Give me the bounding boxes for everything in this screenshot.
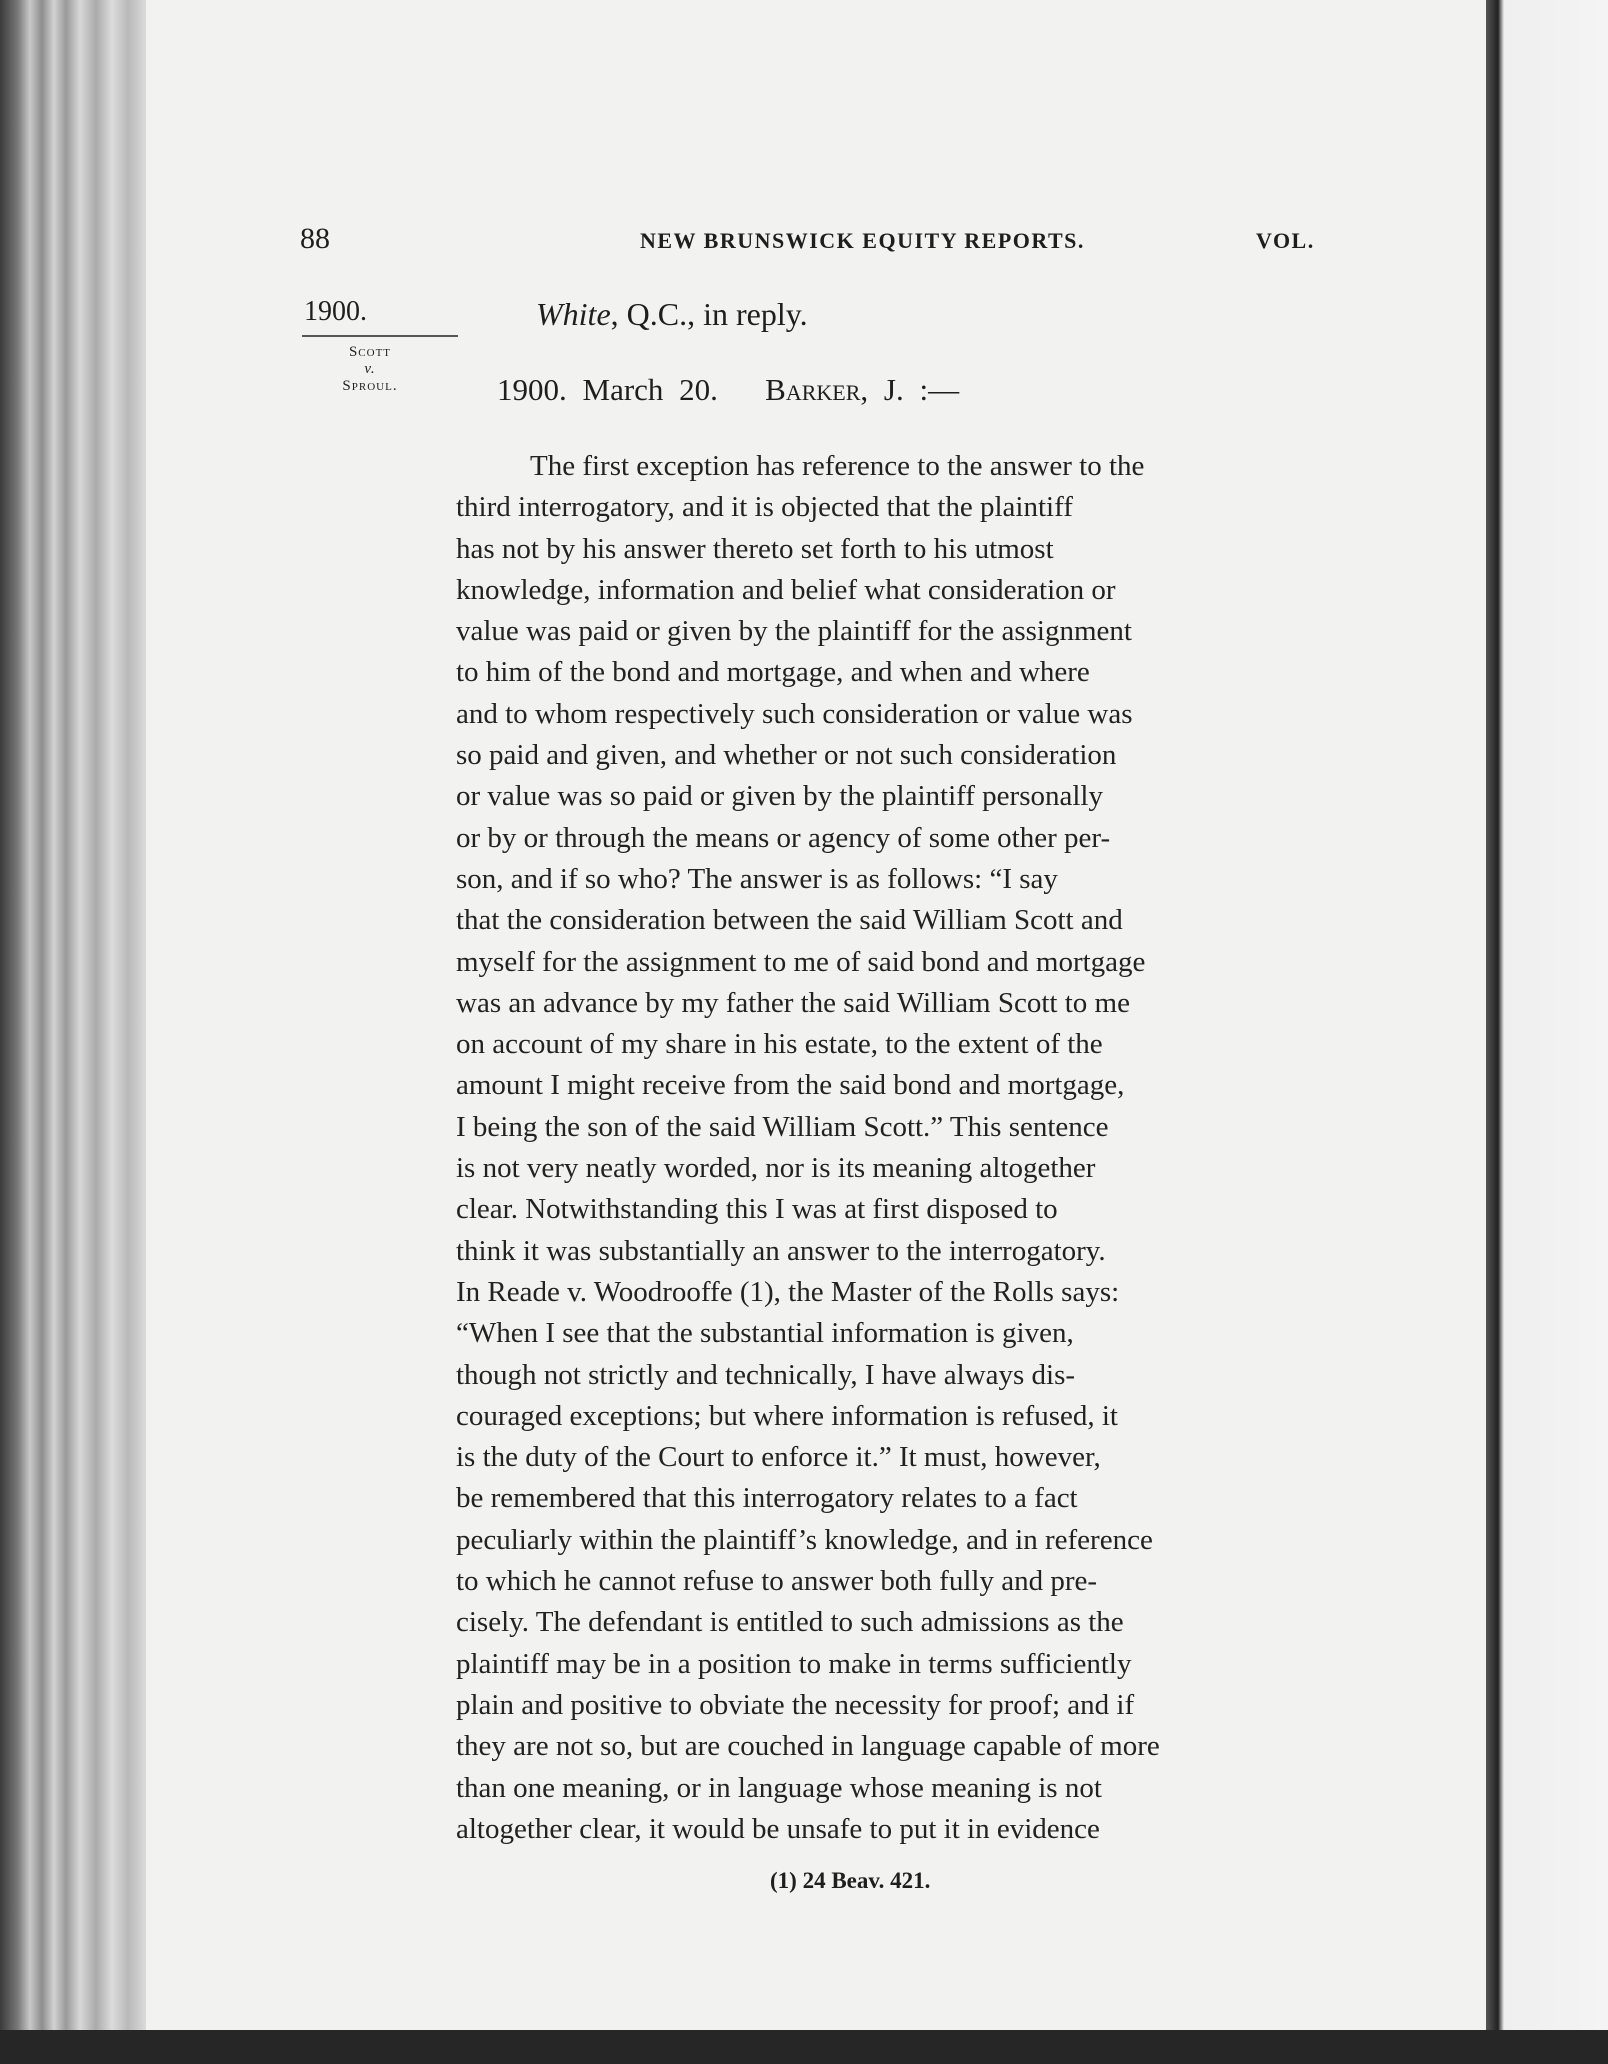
body-line: they are not so, but are couched in language capable of more [456, 1730, 1160, 1763]
margin-case-line: Sproul. [342, 378, 398, 394]
body-line: son, and if so who? The answer is as follows: “I say [456, 862, 1058, 895]
facing-page-edge [1486, 0, 1608, 2064]
book-spine-edge [0, 0, 150, 2064]
body-line: myself for the assignment to me of said bond and mortgage [456, 945, 1146, 978]
footnote: (1) 24 Beav. 421. [770, 1868, 931, 1893]
margin-case-line: v. [364, 361, 376, 377]
margin-case-name [300, 344, 440, 395]
body-line: is not very neatly worded, nor is its meaning altogether [456, 1152, 1096, 1185]
margin-case-line: Scott [348, 344, 392, 360]
margin-year: 1900. [304, 296, 367, 327]
body-line: or value was so paid or given by the plaintiff personally [456, 780, 1103, 813]
scan-border [0, 2030, 1608, 2064]
body-line: to which he cannot refuse to answer both fully and pre- [456, 1565, 1098, 1598]
page-number: 88 [300, 222, 330, 255]
body-line: and to whom respectively such consideration or value was [456, 697, 1133, 730]
margin-divider [302, 335, 458, 337]
body-line: “When I see that the substantial information is given, [456, 1317, 1074, 1350]
body-line: clear. Notwithstanding this I was at first disposed to [456, 1193, 1058, 1226]
running-title: NEW BRUNSWICK EQUITY REPORTS. [640, 228, 1085, 253]
body-text [456, 446, 1308, 1850]
body-line: knowledge, information and belief what consideration or [456, 573, 1116, 606]
body-line: be remembered that this interrogatory relates to a fact [456, 1482, 1078, 1515]
body-line: plain and positive to obviate the necessity for proof; and if [456, 1688, 1135, 1721]
counsel-reply [536, 296, 808, 333]
body-line: third interrogatory, and it is objected that the plaintiff [456, 491, 1073, 524]
body-line: altogether clear, it would be unsafe to put it in evidence [456, 1812, 1100, 1845]
body-line: In Reade v. Woodrooffe (1), the Master of the Rolls says: [456, 1275, 1120, 1308]
counsel-name: White [536, 296, 611, 332]
body-line: has not by his answer thereto set forth to his utmost [456, 532, 1054, 565]
judgment-date: 1900. March 20. [497, 372, 718, 407]
volume-label: VOL. [1256, 228, 1315, 253]
body-line: to him of the bond and mortgage, and when and where [456, 656, 1090, 689]
body-line: plaintiff may be in a position to make in terms sufficiently [456, 1647, 1132, 1680]
body-line: on account of my share in his estate, to the extent of the [456, 1028, 1103, 1061]
body-line: so paid and given, and whether or not such consideration [456, 739, 1117, 772]
body-line: peculiarly within the plaintiff’s knowledge, and in reference [456, 1523, 1153, 1556]
body-line: though not strictly and technically, I have always dis- [456, 1358, 1076, 1391]
body-line: than one meaning, or in language whose meaning is not [456, 1771, 1102, 1804]
body-line: amount I might receive from the said bond and mortgage, [456, 1069, 1125, 1102]
body-line: think it was substantially an answer to the interrogatory. [456, 1234, 1106, 1267]
counsel-rest: , Q.C., in reply. [610, 296, 808, 332]
body-line: or by or through the means or agency of some other per- [456, 821, 1111, 854]
judge-name: Barker, J. :— [765, 372, 960, 407]
body-line: value was paid or given by the plaintiff for the assignment [456, 615, 1132, 648]
body-line: that the consideration between the said William Scott and [456, 904, 1123, 937]
body-line: cisely. The defendant is entitled to such admissions as the [456, 1606, 1124, 1639]
judgment-heading [497, 372, 959, 408]
body-line: The first exception has reference to the answer to the [530, 450, 1145, 482]
body-line: is the duty of the Court to enforce it.” It must, however, [456, 1441, 1101, 1474]
body-line: was an advance by my father the said William Scott to me [456, 986, 1130, 1019]
body-line: I being the son of the said William Scott.” This sentence [456, 1110, 1109, 1143]
body-line: couraged exceptions; but where information is refused, it [456, 1399, 1118, 1432]
